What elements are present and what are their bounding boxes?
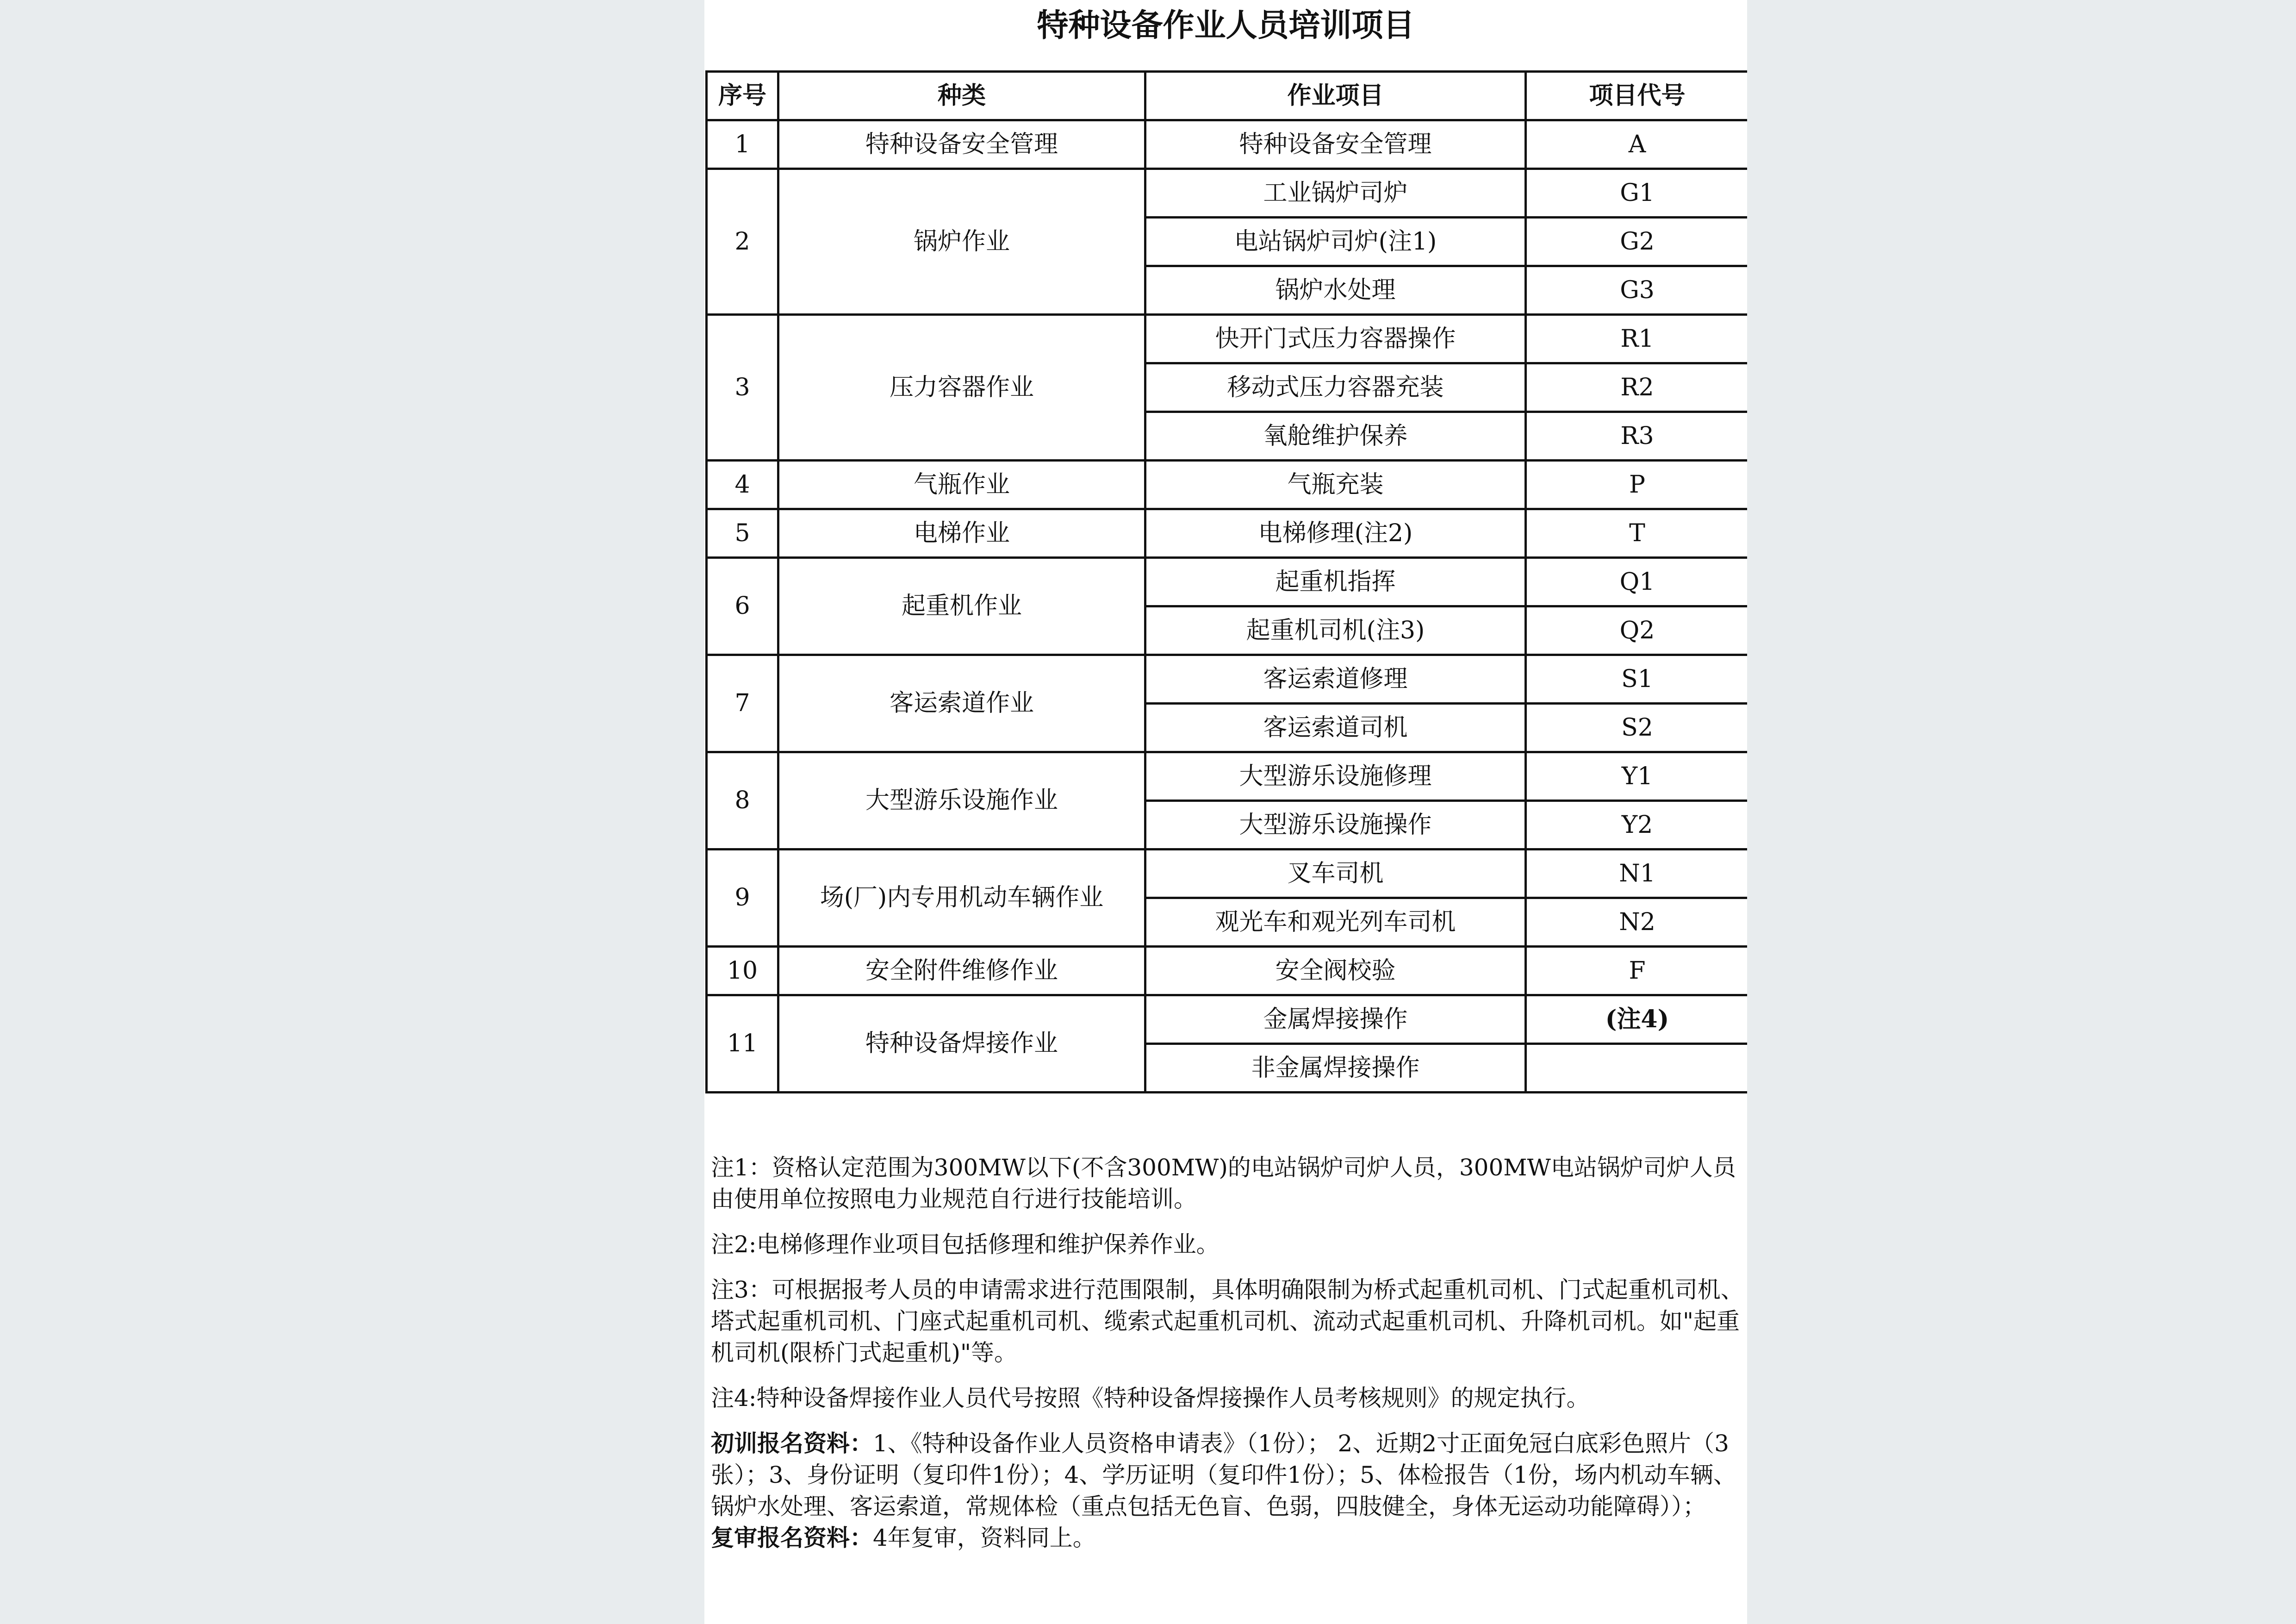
row-item-name: 非金属焊接操作 (1145, 1044, 1526, 1093)
row-item-name: 叉车司机 (1145, 849, 1526, 898)
row-category: 起重机作业 (778, 558, 1145, 655)
row-item-name: 起重机指挥 (1145, 558, 1526, 606)
row-number: 10 (707, 947, 778, 995)
row-item-code: N2 (1526, 898, 1748, 947)
table-row (707, 995, 1748, 1044)
row-item-code (1526, 1044, 1748, 1093)
header-no: 序号 (707, 72, 778, 120)
header-item: 作业项目 (1145, 72, 1526, 120)
row-item-code: S1 (1526, 655, 1748, 704)
row-item-name: 特种设备安全管理 (1145, 120, 1526, 169)
note-1: 注1：资格认定范围为300MW以下(不含300MW)的电站锅炉司炉人员，300MW电站锅炉司炉人员由使用单位按照电力业规范自行进行技能培训。 (711, 1154, 1736, 1212)
row-item-name: 快开门式压力容器操作 (1145, 315, 1526, 363)
row-number: 3 (707, 315, 778, 461)
row-category: 大型游乐设施作业 (778, 752, 1145, 849)
training-items-table (705, 70, 1747, 1093)
note-4: 注4:特种设备焊接作业人员代号按照《特种设备焊接操作人员考核规则》的规定执行。 (711, 1385, 1590, 1412)
row-item-name: 大型游乐设施操作 (1145, 801, 1526, 849)
row-item-code: R3 (1526, 412, 1748, 461)
document-sheet (704, 0, 1747, 1624)
row-item-code: T (1526, 509, 1748, 558)
row-item-name: 大型游乐设施修理 (1145, 752, 1526, 801)
row-item-code: P (1526, 461, 1748, 509)
row-item-name: 电梯修理(注2) (1145, 509, 1526, 558)
row-category: 锅炉作业 (778, 169, 1145, 315)
row-item-code: R1 (1526, 315, 1748, 363)
row-category: 安全附件维修作业 (778, 947, 1145, 995)
row-category: 客运索道作业 (778, 655, 1145, 752)
initial-materials-text: 1、《特种设备作业人员资格申请表》（1份）； 2、近期2寸正面免冠白底彩色照片（3张）；3、身份证明（复印件1份）；4、学历证明（复印件1份）；5、体检报告（1份，场内机动车辆、锅炉水处理、客运索道，常规体检（重点包括无色盲、色弱，四肢健全，身体无运动功能障碍））； (711, 1430, 1736, 1520)
row-category: 特种设备安全管理 (778, 120, 1145, 169)
table-row (707, 752, 1748, 801)
row-number: 8 (707, 752, 778, 849)
row-item-name: 移动式压力容器充装 (1145, 363, 1526, 412)
row-number: 5 (707, 509, 778, 558)
row-item-code: A (1526, 120, 1748, 169)
row-number: 1 (707, 120, 778, 169)
row-category: 压力容器作业 (778, 315, 1145, 461)
row-number: 6 (707, 558, 778, 655)
table-row (707, 849, 1748, 898)
page-title: 特种设备作业人员培训项目 (1037, 7, 1415, 44)
row-number: 2 (707, 169, 778, 315)
row-item-code: F (1526, 947, 1748, 995)
row-category: 特种设备焊接作业 (778, 995, 1145, 1093)
note-2: 注2:电梯修理作业项目包括修理和维护保养作业。 (711, 1231, 1220, 1258)
row-item-name: 氧舱维护保养 (1145, 412, 1526, 461)
initial-application-materials (711, 1428, 1744, 1522)
table-row (707, 120, 1748, 169)
row-item-code: G1 (1526, 169, 1748, 218)
row-item-name: 客运索道司机 (1145, 704, 1526, 752)
header-category: 种类 (778, 72, 1145, 120)
row-item-code: Q1 (1526, 558, 1748, 606)
table-row (707, 655, 1748, 704)
row-item-name: 气瓶充装 (1145, 461, 1526, 509)
table-row (707, 461, 1748, 509)
row-item-name: 工业锅炉司炉 (1145, 169, 1526, 218)
row-item-code: G2 (1526, 218, 1748, 266)
row-item-code: N1 (1526, 849, 1748, 898)
table-header-row (707, 72, 1748, 120)
row-item-name: 电站锅炉司炉(注1) (1145, 218, 1526, 266)
notes-section (711, 1152, 1744, 1554)
header-code: 项目代号 (1526, 72, 1748, 120)
row-number: 7 (707, 655, 778, 752)
row-item-name: 安全阀校验 (1145, 947, 1526, 995)
row-item-name: 起重机司机(注3) (1145, 606, 1526, 655)
row-item-code: R2 (1526, 363, 1748, 412)
row-category: 场(厂)内专用机动车辆作业 (778, 849, 1145, 947)
review-application-materials (711, 1522, 1744, 1554)
row-number: 11 (707, 995, 778, 1093)
review-materials-label: 复审报名资料： (711, 1524, 873, 1551)
row-item-name: 金属焊接操作 (1145, 995, 1526, 1044)
note-3: 注3：可根据报考人员的申请需求进行范围限制，具体明确限制为桥式起重机司机、门式起重机司机、塔式起重机司机、门座式起重机司机、缆索式起重机司机、流动式起重机司机、升降机司机。如"起重机司机(限桥门式起重机)"等。 (711, 1276, 1744, 1366)
row-item-code: S2 (1526, 704, 1748, 752)
row-item-code: G3 (1526, 266, 1748, 315)
row-number: 9 (707, 849, 778, 947)
review-materials-text: 4年复审，资料同上。 (873, 1524, 1096, 1551)
row-number: 4 (707, 461, 778, 509)
table-row (707, 558, 1748, 606)
initial-materials-label: 初训报名资料： (711, 1430, 873, 1457)
row-item-code: Y2 (1526, 801, 1748, 849)
row-item-code: (注4) (1526, 995, 1748, 1044)
table-row (707, 169, 1748, 218)
row-item-name: 观光车和观光列车司机 (1145, 898, 1526, 947)
row-item-name: 锅炉水处理 (1145, 266, 1526, 315)
table-row (707, 315, 1748, 363)
table-row (707, 509, 1748, 558)
row-category: 气瓶作业 (778, 461, 1145, 509)
row-item-code: Y1 (1526, 752, 1748, 801)
table-row (707, 947, 1748, 995)
row-item-name: 客运索道修理 (1145, 655, 1526, 704)
row-item-code: Q2 (1526, 606, 1748, 655)
row-category: 电梯作业 (778, 509, 1145, 558)
